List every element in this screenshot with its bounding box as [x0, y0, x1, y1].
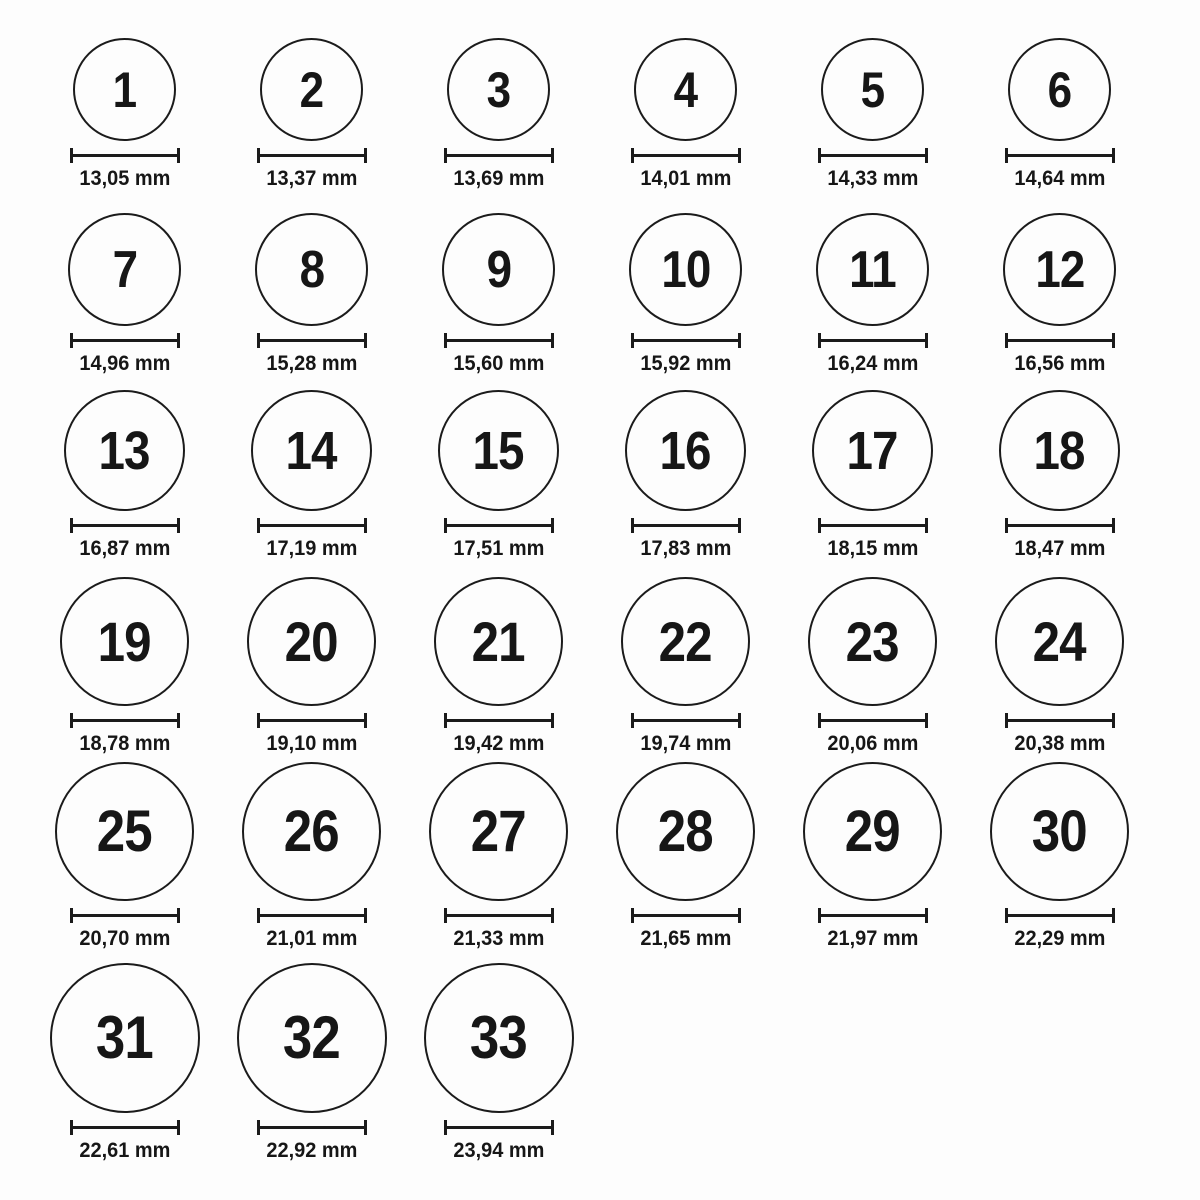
ring-size-item	[966, 38, 1153, 192]
ring-size-number: 17	[846, 420, 899, 481]
ring-size-number: 18	[1033, 420, 1086, 481]
diameter-label: 16,87 mm	[79, 537, 170, 560]
ring-size-item	[966, 213, 1153, 377]
ring-size-item	[31, 213, 218, 377]
diameter-dimension-line	[631, 148, 741, 163]
diameter-dimension-line	[70, 908, 180, 923]
diameter-dimension-line	[631, 908, 741, 923]
diameter-label: 13,05 mm	[79, 167, 170, 190]
diameter-label: 15,92 mm	[640, 352, 731, 375]
ring-size-number: 11	[849, 240, 896, 299]
diameter-dimension-line	[818, 908, 928, 923]
diameter-label: 22,92 mm	[266, 1139, 357, 1162]
ring-circle	[434, 577, 563, 706]
ring-size-number: 23	[845, 609, 900, 673]
ring-circle	[260, 38, 363, 141]
ring-size-number: 8	[299, 240, 324, 299]
ring-size-item	[218, 577, 405, 757]
diameter-label: 14,33 mm	[827, 167, 918, 190]
diameter-dimension-line	[1005, 713, 1115, 728]
ring-circle	[803, 762, 942, 901]
ring-size-number: 22	[658, 609, 713, 673]
ring-circle	[821, 38, 924, 141]
ring-size-number: 32	[283, 1004, 340, 1071]
diameter-label: 20,38 mm	[1014, 732, 1105, 755]
diameter-label: 14,96 mm	[79, 352, 170, 375]
ring-circle	[50, 963, 200, 1113]
ring-circle	[816, 213, 929, 326]
ring-circle	[64, 390, 185, 511]
ring-circle	[247, 577, 376, 706]
ring-size-item	[405, 390, 592, 562]
diameter-label: 14,01 mm	[640, 167, 731, 190]
ring-size-number: 16	[659, 420, 712, 481]
ring-size-item	[405, 963, 592, 1164]
ring-size-number: 20	[284, 609, 339, 673]
diameter-dimension-line	[631, 518, 741, 533]
diameter-dimension-line	[70, 518, 180, 533]
ring-circle	[255, 213, 368, 326]
ring-circle	[442, 213, 555, 326]
ring-circle	[808, 577, 937, 706]
ring-size-item	[31, 762, 218, 952]
ring-circle	[629, 213, 742, 326]
ring-size-number: 1	[112, 61, 137, 118]
ring-size-number: 13	[98, 420, 151, 481]
diameter-dimension-line	[70, 1120, 180, 1135]
diameter-dimension-line	[257, 908, 367, 923]
diameter-label: 22,29 mm	[1014, 927, 1105, 950]
diameter-dimension-line	[257, 713, 367, 728]
ring-size-item	[31, 963, 218, 1164]
ring-size-item	[405, 577, 592, 757]
diameter-label: 19,10 mm	[266, 732, 357, 755]
ring-circle	[621, 577, 750, 706]
ring-circle	[1003, 213, 1116, 326]
ring-circle	[55, 762, 194, 901]
diameter-dimension-line	[1005, 908, 1115, 923]
ring-size-item	[966, 577, 1153, 757]
diameter-dimension-line	[444, 908, 554, 923]
ring-circle	[438, 390, 559, 511]
ring-size-item	[779, 390, 966, 562]
diameter-dimension-line	[631, 333, 741, 348]
diameter-label: 21,65 mm	[640, 927, 731, 950]
diameter-dimension-line	[444, 518, 554, 533]
diameter-label: 16,56 mm	[1014, 352, 1105, 375]
diameter-label: 17,51 mm	[453, 537, 544, 560]
ring-size-item	[779, 577, 966, 757]
diameter-label: 17,83 mm	[640, 537, 731, 560]
ring-size-item	[405, 213, 592, 377]
ring-circle	[995, 577, 1124, 706]
ring-circle	[616, 762, 755, 901]
ring-size-number: 4	[673, 61, 698, 118]
diameter-label: 20,70 mm	[79, 927, 170, 950]
diameter-dimension-line	[444, 333, 554, 348]
diameter-dimension-line	[257, 518, 367, 533]
ring-circle	[424, 963, 574, 1113]
ring-size-number: 5	[860, 61, 885, 118]
diameter-dimension-line	[818, 148, 928, 163]
ring-size-item	[218, 963, 405, 1164]
diameter-dimension-line	[70, 148, 180, 163]
ring-size-item	[779, 38, 966, 192]
diameter-label: 21,01 mm	[266, 927, 357, 950]
ring-size-number: 3	[486, 61, 511, 118]
ring-circle	[237, 963, 387, 1113]
ring-circle	[60, 577, 189, 706]
ring-circle	[990, 762, 1129, 901]
diameter-label: 18,47 mm	[1014, 537, 1105, 560]
diameter-dimension-line	[818, 713, 928, 728]
diameter-dimension-line	[1005, 148, 1115, 163]
chart-row	[31, 2, 1200, 192]
ring-size-number: 14	[285, 420, 338, 481]
diameter-label: 15,28 mm	[266, 352, 357, 375]
ring-size-item	[779, 213, 966, 377]
ring-size-number: 10	[660, 240, 711, 299]
diameter-dimension-line	[257, 1120, 367, 1135]
diameter-dimension-line	[257, 148, 367, 163]
ring-size-number: 27	[470, 798, 526, 864]
chart-row	[31, 952, 1200, 1164]
diameter-label: 18,15 mm	[827, 537, 918, 560]
ring-size-item	[966, 762, 1153, 952]
diameter-label: 17,19 mm	[266, 537, 357, 560]
diameter-label: 19,74 mm	[640, 732, 731, 755]
diameter-dimension-line	[70, 713, 180, 728]
ring-size-item	[592, 390, 779, 562]
ring-size-item	[592, 38, 779, 192]
diameter-label: 21,33 mm	[453, 927, 544, 950]
ring-circle	[251, 390, 372, 511]
chart-row	[31, 757, 1200, 952]
diameter-label: 18,78 mm	[79, 732, 170, 755]
ring-size-number: 25	[96, 798, 152, 864]
diameter-label: 19,42 mm	[453, 732, 544, 755]
ring-circle	[447, 38, 550, 141]
diameter-dimension-line	[1005, 518, 1115, 533]
ring-size-number: 29	[844, 798, 900, 864]
diameter-dimension-line	[631, 713, 741, 728]
ring-size-number: 6	[1047, 61, 1072, 118]
diameter-dimension-line	[1005, 333, 1115, 348]
ring-size-item	[31, 577, 218, 757]
ring-size-item	[405, 762, 592, 952]
ring-circle	[812, 390, 933, 511]
ring-circle	[1008, 38, 1111, 141]
ring-size-number: 12	[1034, 240, 1085, 299]
ring-size-item	[779, 762, 966, 952]
ring-size-number: 33	[470, 1004, 527, 1071]
ring-size-number: 2	[299, 61, 324, 118]
diameter-label: 22,61 mm	[79, 1139, 170, 1162]
ring-circle	[242, 762, 381, 901]
ring-circle	[999, 390, 1120, 511]
diameter-label: 15,60 mm	[453, 352, 544, 375]
diameter-label: 13,37 mm	[266, 167, 357, 190]
ring-circle	[68, 213, 181, 326]
diameter-dimension-line	[70, 333, 180, 348]
ring-circle	[625, 390, 746, 511]
diameter-label: 23,94 mm	[453, 1139, 544, 1162]
ring-size-item	[31, 390, 218, 562]
ring-size-item	[218, 38, 405, 192]
ring-size-item	[405, 38, 592, 192]
diameter-dimension-line	[444, 1120, 554, 1135]
ring-size-number: 19	[97, 609, 152, 673]
diameter-dimension-line	[444, 148, 554, 163]
ring-size-item	[218, 213, 405, 377]
ring-size-number: 30	[1031, 798, 1087, 864]
ring-size-number: 26	[283, 798, 339, 864]
diameter-dimension-line	[444, 713, 554, 728]
chart-row	[31, 562, 1200, 757]
ring-circle	[634, 38, 737, 141]
diameter-label: 20,06 mm	[827, 732, 918, 755]
ring-size-number: 9	[486, 240, 511, 299]
ring-size-number: 28	[657, 798, 713, 864]
ring-circle	[73, 38, 176, 141]
ring-size-item	[966, 390, 1153, 562]
diameter-label: 13,69 mm	[453, 167, 544, 190]
ring-size-number: 31	[96, 1004, 153, 1071]
ring-size-number: 21	[471, 609, 526, 673]
ring-size-item	[218, 762, 405, 952]
ring-size-item	[592, 762, 779, 952]
ring-size-number: 24	[1032, 609, 1087, 673]
diameter-dimension-line	[257, 333, 367, 348]
ring-circle	[429, 762, 568, 901]
diameter-dimension-line	[818, 518, 928, 533]
diameter-label: 14,64 mm	[1014, 167, 1105, 190]
ring-size-item	[218, 390, 405, 562]
chart-row	[31, 192, 1200, 377]
ring-size-number: 7	[112, 240, 137, 299]
diameter-label: 16,24 mm	[827, 352, 918, 375]
chart-row	[31, 377, 1200, 562]
diameter-label: 21,97 mm	[827, 927, 918, 950]
diameter-dimension-line	[818, 333, 928, 348]
ring-size-item	[592, 213, 779, 377]
ring-size-number: 15	[472, 420, 525, 481]
ring-size-item	[31, 38, 218, 192]
ring-size-item	[592, 577, 779, 757]
